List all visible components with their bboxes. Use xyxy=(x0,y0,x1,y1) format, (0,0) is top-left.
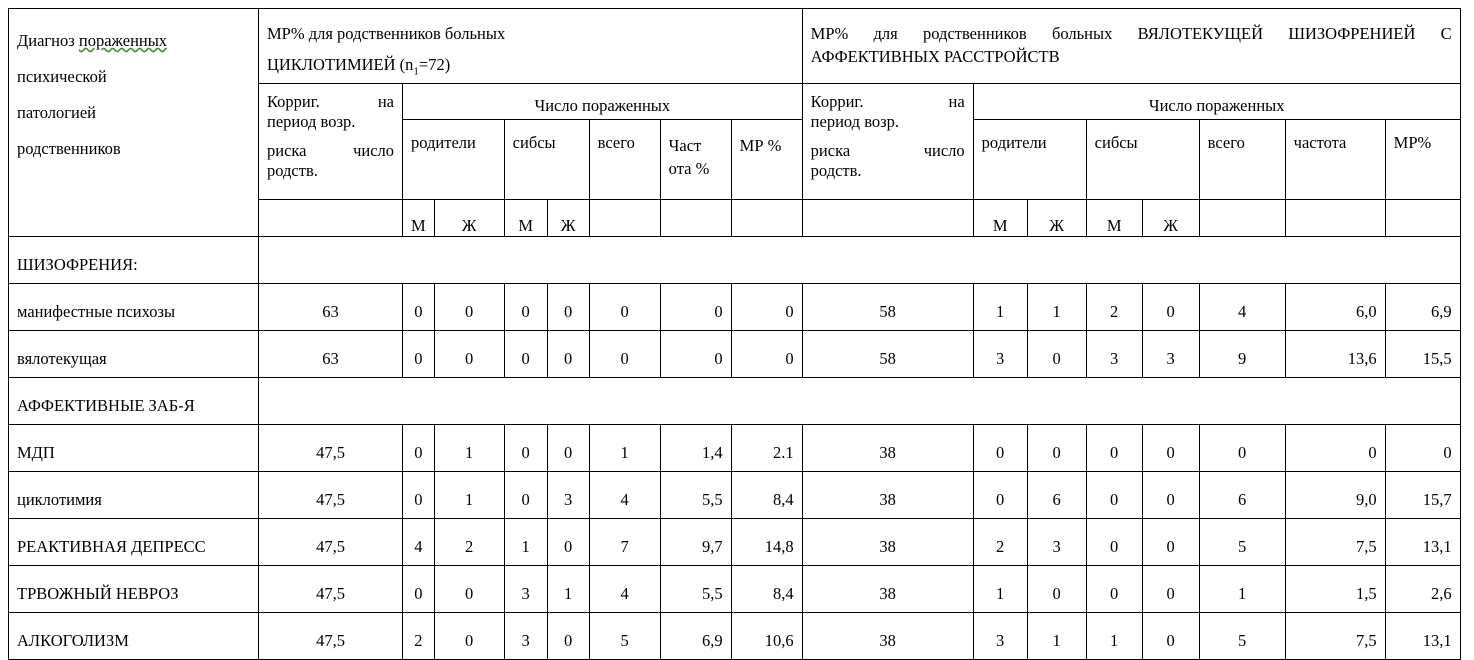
g2-cell: 1 xyxy=(973,566,1027,613)
g1-cell: 5 xyxy=(589,613,660,660)
parents-female-header-g1: Ж xyxy=(434,200,504,237)
g2-cell: 9 xyxy=(1199,331,1285,378)
relatives-morbidity-table xyxy=(8,8,1461,660)
g1-cell: 0 xyxy=(589,331,660,378)
g1-cell: 5,5 xyxy=(660,566,731,613)
section-title: АФФЕКТИВНЫЕ ЗАБ-Я xyxy=(9,378,259,425)
g2-cell: 6 xyxy=(1199,472,1285,519)
row-label: МДП xyxy=(9,425,259,472)
g2-cell: 3 xyxy=(973,331,1027,378)
g2-cell: 5 xyxy=(1199,519,1285,566)
g1-cell: 47,5 xyxy=(259,613,403,660)
g1-cell: 0 xyxy=(403,472,435,519)
g2-cell: 0 xyxy=(1086,519,1142,566)
g1-cell: 47,5 xyxy=(259,519,403,566)
g2-cell: 15,7 xyxy=(1385,472,1460,519)
g1-cell: 10,6 xyxy=(731,613,802,660)
g2-cell: 13,1 xyxy=(1385,519,1460,566)
g2-cell: 3 xyxy=(1086,331,1142,378)
g2-cell: 38 xyxy=(802,613,973,660)
table-row xyxy=(9,613,1461,660)
g2-cell: 9,0 xyxy=(1285,472,1385,519)
table-row xyxy=(9,425,1461,472)
g2-cell: 7,5 xyxy=(1285,613,1385,660)
g2-cell: 0 xyxy=(1385,425,1460,472)
g1-cell: 0 xyxy=(547,519,589,566)
g1-cell: 4 xyxy=(589,566,660,613)
mr-header-g2: МР% xyxy=(1385,120,1460,200)
row-label: циклотимия xyxy=(9,472,259,519)
g1-cell: 0 xyxy=(731,331,802,378)
diagnosis-label-line: психической xyxy=(17,67,107,86)
g2-cell: 1 xyxy=(973,284,1027,331)
row-label: манифестные психозы xyxy=(9,284,259,331)
g2-cell: 1 xyxy=(1027,284,1086,331)
g2-cell: 1 xyxy=(1199,566,1285,613)
g1-cell: 0 xyxy=(660,284,731,331)
g1-cell: 1 xyxy=(589,425,660,472)
section-title: ШИЗОФРЕНИЯ: xyxy=(9,237,259,284)
section-row xyxy=(9,378,1461,425)
g1-cell: 0 xyxy=(504,331,547,378)
siblings-header-g1: сибсы xyxy=(504,120,589,200)
g2-cell: 0 xyxy=(1142,425,1199,472)
parents-header-g2: родители xyxy=(973,120,1086,200)
g2-cell: 13,1 xyxy=(1385,613,1460,660)
g1-cell: 5,5 xyxy=(660,472,731,519)
group1-title-line2: ЦИКЛОТИМИЕЙ $(n_1=72)$ xyxy=(267,55,451,78)
g2-cell: 38 xyxy=(802,472,973,519)
g1-cell: 47,5 xyxy=(259,425,403,472)
g2-cell: 3 xyxy=(1027,519,1086,566)
g1-cell: 2 xyxy=(434,519,504,566)
g1-cell: 47,5 xyxy=(259,472,403,519)
g1-cell: 1 xyxy=(504,519,547,566)
g1-cell: 1 xyxy=(547,566,589,613)
g1-cell: 4 xyxy=(403,519,435,566)
g2-cell: 58 xyxy=(802,331,973,378)
g2-cell: 15,5 xyxy=(1385,331,1460,378)
g1-cell: 0 xyxy=(434,331,504,378)
section-row xyxy=(9,237,1461,284)
g2-cell: 0 xyxy=(1142,284,1199,331)
g2-cell: 2 xyxy=(973,519,1027,566)
g2-cell: 0 xyxy=(973,472,1027,519)
g1-cell: 6,9 xyxy=(660,613,731,660)
g2-cell: 0 xyxy=(1199,425,1285,472)
g2-cell: 0 xyxy=(1142,472,1199,519)
corrected-risk-header-g2: Корриг. на период возр. риска число родств. xyxy=(802,84,973,200)
g1-cell: 3 xyxy=(504,613,547,660)
g2-cell: 4 xyxy=(1199,284,1285,331)
g1-cell: 3 xyxy=(547,472,589,519)
corrected-risk-header-g1: Корриг. на период возр. риска число родств. xyxy=(259,84,403,200)
row-label: РЕАКТИВНАЯ ДЕПРЕСС xyxy=(9,519,259,566)
frequency-header-g1: Част ота % xyxy=(660,120,731,200)
schizophrenia-group-header: МР% для родственников больных ВЯЛОТЕКУЩЕЙ ШИЗОФРЕНИЕЙ С АФФЕКТИВНЫХ РАССТРОЙСТВ xyxy=(802,9,1460,84)
g2-cell: 0 xyxy=(1086,425,1142,472)
g2-cell: 0 xyxy=(1027,425,1086,472)
g2-cell: 6,0 xyxy=(1285,284,1385,331)
g2-cell: 13,6 xyxy=(1285,331,1385,378)
g1-cell: 0 xyxy=(504,425,547,472)
g1-cell: 7 xyxy=(589,519,660,566)
g2-cell: 6,9 xyxy=(1385,284,1460,331)
g2-cell: 1,5 xyxy=(1285,566,1385,613)
row-label: ТРВОЖНЫЙ НЕВРОЗ xyxy=(9,566,259,613)
g2-cell: 0 xyxy=(1027,331,1086,378)
g1-cell: 0 xyxy=(434,613,504,660)
g1-cell: 9,7 xyxy=(660,519,731,566)
g1-cell: 3 xyxy=(504,566,547,613)
g1-cell: 63 xyxy=(259,284,403,331)
mr-header-g1: МР % xyxy=(731,120,802,200)
g1-cell: 0 xyxy=(403,566,435,613)
g1-cell: 47,5 xyxy=(259,566,403,613)
row-label: вялотекущая xyxy=(9,331,259,378)
parents-header-g1: родители xyxy=(403,120,505,200)
g1-cell: 4 xyxy=(589,472,660,519)
table-row xyxy=(9,284,1461,331)
g1-cell: 14,8 xyxy=(731,519,802,566)
g1-cell: 0 xyxy=(547,613,589,660)
total-header-g1: всего xyxy=(589,120,660,200)
g1-cell: 0 xyxy=(660,331,731,378)
affected-count-header-g1: Число пораженных xyxy=(403,84,803,120)
g1-cell: 0 xyxy=(547,425,589,472)
g2-cell: 1 xyxy=(1086,613,1142,660)
g1-cell: 1 xyxy=(434,425,504,472)
g2-cell: 2 xyxy=(1086,284,1142,331)
affected-count-header-g2: Число пораженных xyxy=(973,84,1460,120)
g1-cell: 0 xyxy=(403,284,435,331)
g2-cell: 0 xyxy=(1086,472,1142,519)
g2-cell: 1 xyxy=(1027,613,1086,660)
parents-male-header-g2: М xyxy=(973,200,1027,237)
table-row xyxy=(9,331,1461,378)
siblings-female-header-g1: Ж xyxy=(547,200,589,237)
g2-cell: 58 xyxy=(802,284,973,331)
g2-cell: 3 xyxy=(1142,331,1199,378)
table-row xyxy=(9,519,1461,566)
parents-female-header-g2: Ж xyxy=(1027,200,1086,237)
g1-cell: 8,4 xyxy=(731,472,802,519)
table-row xyxy=(9,472,1461,519)
diagnosis-label-line: родственников xyxy=(17,139,121,158)
g2-cell: 0 xyxy=(1027,566,1086,613)
siblings-female-header-g2: Ж xyxy=(1142,200,1199,237)
total-header-g2: всего xyxy=(1199,120,1285,200)
g1-cell: 0 xyxy=(403,331,435,378)
g2-cell: 0 xyxy=(1142,613,1199,660)
g2-cell: 0 xyxy=(973,425,1027,472)
g1-cell: 0 xyxy=(547,331,589,378)
parents-male-header-g1: М xyxy=(403,200,435,237)
g1-cell: 2 xyxy=(403,613,435,660)
siblings-header-g2: сибсы xyxy=(1086,120,1199,200)
diagnosis-label-prefix: Диагноз xyxy=(17,31,79,50)
g2-cell: 0 xyxy=(1086,566,1142,613)
g1-cell: 2.1 xyxy=(731,425,802,472)
g1-cell: 1,4 xyxy=(660,425,731,472)
g1-cell: 0 xyxy=(403,425,435,472)
g1-cell: 0 xyxy=(504,472,547,519)
g1-cell: 0 xyxy=(434,284,504,331)
diagnosis-label-line: патологией xyxy=(17,103,96,122)
diagnosis-label-underlined: пораженных xyxy=(78,31,168,50)
g2-cell: 38 xyxy=(802,566,973,613)
table-row xyxy=(9,566,1461,613)
g2-cell: 7,5 xyxy=(1285,519,1385,566)
g1-cell: 0 xyxy=(504,284,547,331)
cyclothymia-group-header xyxy=(259,9,803,84)
siblings-male-header-g1: М xyxy=(504,200,547,237)
g2-cell: 6 xyxy=(1027,472,1086,519)
group1-title-line1: МР% для родственников больных xyxy=(267,24,506,43)
g1-cell: 0 xyxy=(589,284,660,331)
g2-cell: 5 xyxy=(1199,613,1285,660)
g1-cell: 1 xyxy=(434,472,504,519)
g2-cell: 0 xyxy=(1142,566,1199,613)
g2-cell: 38 xyxy=(802,519,973,566)
g1-cell: 0 xyxy=(731,284,802,331)
row-label: АЛКОГОЛИЗМ xyxy=(9,613,259,660)
g2-cell: 38 xyxy=(802,425,973,472)
g1-cell: 63 xyxy=(259,331,403,378)
g1-cell: 0 xyxy=(547,284,589,331)
siblings-male-header-g2: М xyxy=(1086,200,1142,237)
g1-cell: 8,4 xyxy=(731,566,802,613)
frequency-header-g2: частота xyxy=(1285,120,1385,200)
g2-cell: 0 xyxy=(1142,519,1199,566)
g2-cell: 2,6 xyxy=(1385,566,1460,613)
g1-cell: 0 xyxy=(434,566,504,613)
g2-cell: 3 xyxy=(973,613,1027,660)
diagnosis-header xyxy=(9,9,259,237)
g2-cell: 0 xyxy=(1285,425,1385,472)
